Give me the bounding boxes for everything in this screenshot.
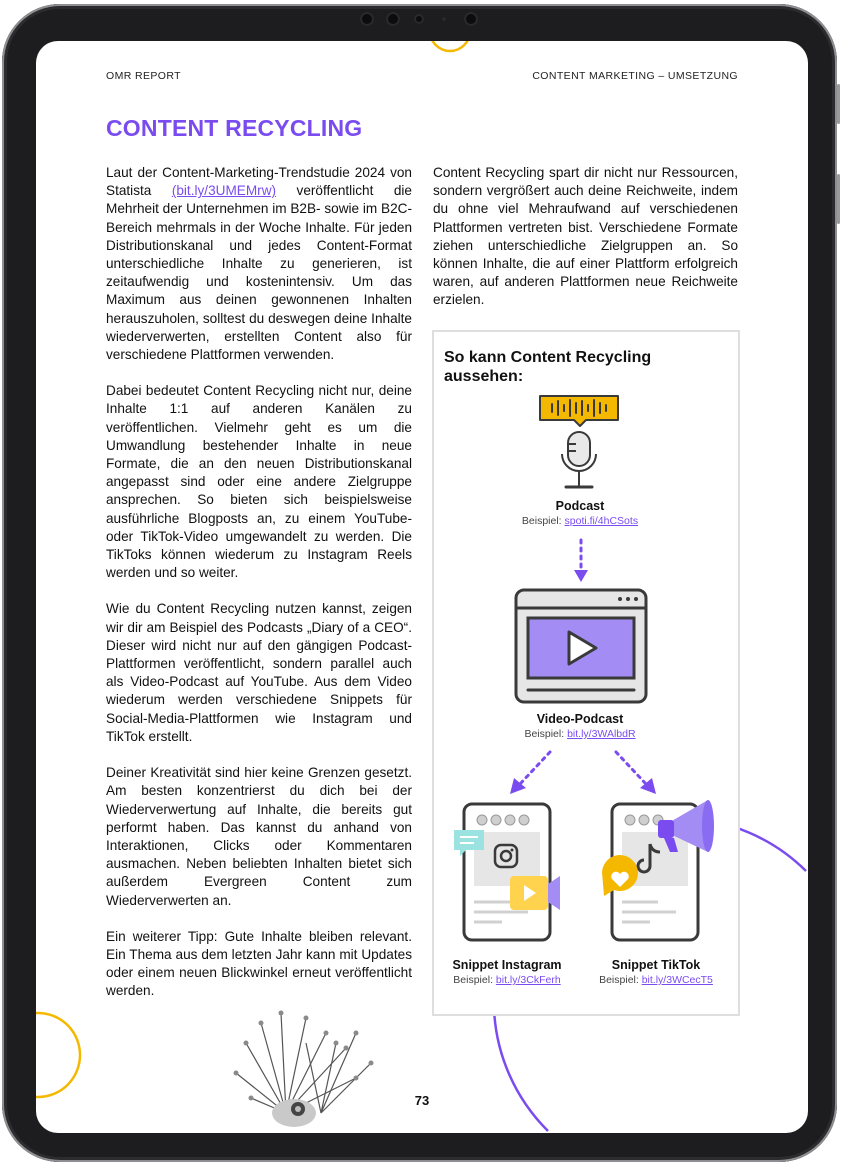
tiktok-link[interactable]: bit.ly/3WCecT5 <box>641 974 713 986</box>
paragraph-right-1: Content Recycling spart dir nicht nur Ressourcen, sondern vergrößert auch deine Reichweite, indem du ohne viel Mehraufwand auf verschiedenen Plattformen vertreten bist. Verschiedene Formate ziehen unterschiedliche Zielgruppen an. So können Inhalte, die auf einer Plattform erfolgreich waren, auf anderen Plattformen neue Reichweite erzielen. <box>433 165 738 308</box>
header-left: OMR REPORT <box>106 70 181 82</box>
arrow-right-down-icon <box>610 748 660 798</box>
tiktok-name: Snippet TikTok <box>611 958 701 972</box>
infobox <box>432 330 740 1016</box>
paragraph-5: Ein weiterer Tipp: Gute Inhalte bleiben relevant. Ein Thema aus dem letzten Jahr kann mit Updates oder einem neuen Blickwinkel erneut veröffentlicht werden. <box>106 928 412 999</box>
tiktok-example <box>556 974 756 986</box>
video-example <box>480 728 680 740</box>
instagram-link[interactable]: bit.ly/3CkFerh <box>495 974 561 986</box>
camera-icon <box>414 14 424 24</box>
example-label: Beispiel: <box>453 974 493 986</box>
paragraph-text: Laut der Content-Marketing-Trendstudie 2024 von Statista <box>106 165 412 199</box>
instagram-name: Snippet Instagram <box>452 958 562 972</box>
podcast-example <box>480 515 680 527</box>
infobox-title: So kann Content Recycling aussehen: <box>444 349 652 385</box>
paragraph-3: Wie du Content Recycling nutzen kannst, zeigen wir dir am Beispiel des Podcasts „Diary of a CEO“. Dieser wird nicht nur auf den gängigen Podcast-Plattformen veröffentlicht, sondern parallel auch als Video-Podcast auf YouTube. Aus dem Video wiederum werden verschiedene Snippets für Social-Media-Plattformen wie Instagram und TikTok erstellt. <box>106 601 412 744</box>
paragraph-4: Deiner Kreativität sind hier keine Grenzen gesetzt. Am besten konzentrierst du dich bei der Wiederverwertung auf Inhalte, die bereits gut performt haben. Das kannst du anhand von Interaktionen, Clicks oder Kommentaren ausmachen. Neben beliebten Inhalten bietet sich außerdem Evergreen Content zum Wiederverwerten an. <box>106 765 412 908</box>
sensor-icon <box>464 12 478 26</box>
arrow-left-down-icon <box>506 748 556 798</box>
power-button <box>837 84 840 124</box>
flower-image <box>226 1003 376 1133</box>
example-label: Beispiel: <box>521 515 562 527</box>
example-label: Beispiel: <box>524 728 565 740</box>
page-title: CONTENT RECYCLING <box>106 115 363 141</box>
statista-link[interactable]: (bit.ly/3UMEMrw) <box>171 183 277 199</box>
document-page <box>36 41 808 1133</box>
arrow-down-icon <box>573 538 589 584</box>
paragraph-2: Dabei bedeutet Content Recycling nicht nur, deine Inhalte 1:1 auf anderen Kanälen zu veröffentlichen. Vielmehr geht es um die Umwandlung bestehender Inhalte in neue Formate, die an den neuen Distributionskanal angepasst sind oder eine andere Zielgruppe ansprechen. So bieten sich beispielsweise ausführliche Blogposts an, zu einem YouTube- oder TikTok-Video umgewandelt zu werden. Die TikToks können wiederum zu Instagram Reels werden und so weiter. <box>106 383 412 581</box>
tiktok-caption <box>556 958 756 986</box>
right-column <box>433 164 738 328</box>
decor-circle-top <box>426 41 476 71</box>
tiktok-phone-icon <box>598 794 728 944</box>
page-number: 73 <box>414 1093 430 1108</box>
example-label: Beispiel: <box>599 974 639 986</box>
video-name: Video-Podcast <box>536 712 624 726</box>
tablet-frame <box>2 4 837 1162</box>
microphone-icon <box>538 394 622 494</box>
video-link[interactable]: bit.ly/3WAlbdR <box>567 728 636 740</box>
sensor-icon <box>386 12 400 26</box>
header-right: CONTENT MARKETING – UMSETZUNG <box>532 70 738 82</box>
sensor-icon <box>442 17 446 21</box>
podcast-caption <box>480 499 680 527</box>
video-player-icon <box>514 588 648 704</box>
paragraph-text: veröffentlicht die Mehrheit der Unternehmen im B2B- sowie im B2C-Bereich mehrmals in der Woche Inhalte. Für jeden Distributionskanal und jedes Content-Format unterschiedliche Inhalte zu generieren, ist zeitaufwendig und kostenintensiv. Um das Maximum aus deinen gewonnenen Inhalten herauszuholen, solltest du deswegen deine Inhalte wiederverwerten, erstellten Content also für verschiedene Plattformen verwenden. <box>106 183 412 363</box>
podcast-name: Podcast <box>555 499 605 513</box>
left-column <box>106 164 412 1019</box>
podcast-link[interactable]: spoti.fi/4hCSots <box>564 515 639 527</box>
paragraph-1 <box>106 164 412 364</box>
video-caption <box>480 712 680 740</box>
instagram-phone-icon <box>452 802 562 942</box>
sensor-icon <box>360 12 374 26</box>
volume-button <box>837 174 840 224</box>
video-camera-icon <box>510 876 560 910</box>
